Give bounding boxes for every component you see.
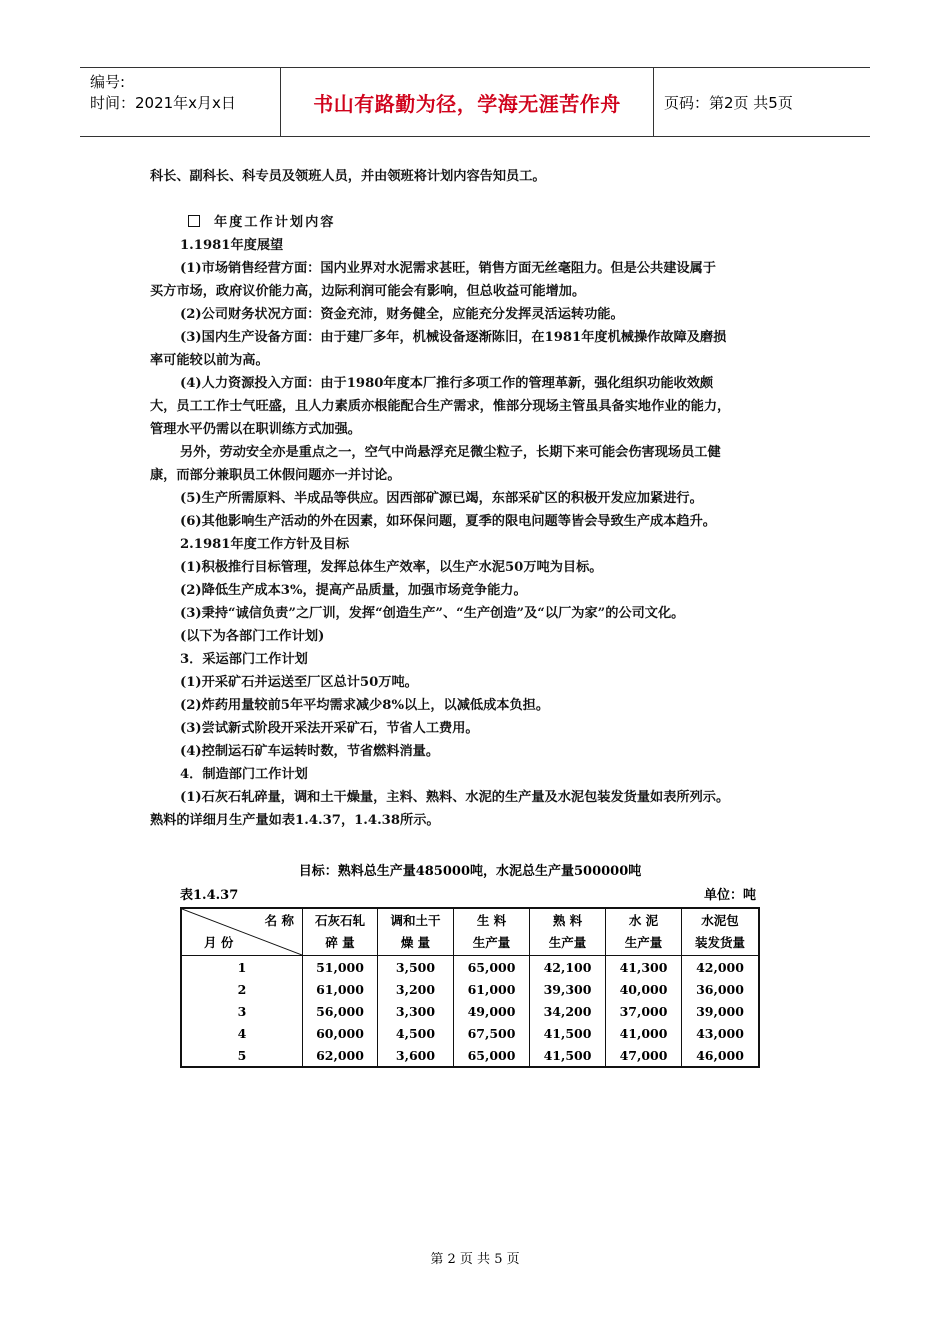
production-table [180,907,760,1068]
table-cell: 46,000 [682,1044,760,1067]
paragraph-line: 熟料的详细月生产量如表1.4.37，1.4.38所示。 [150,813,440,828]
table-cell: 51,000 [303,956,378,979]
document-time: 时间：2021年x月x日 [90,94,236,112]
document-number: 编号: [90,73,126,91]
table-cell: 3,600 [378,1044,454,1067]
table-meta [180,884,756,903]
paragraph-line: (6)其他影响生产活动的外在因素，如环保问题，夏季的限电问题等皆会导致生产成本趋升。 [180,514,716,529]
paragraph-line: (2)炸药用量较前5年平均需求减少8%以上，以减低成本负担。 [180,698,550,713]
table-cell: 4 [237,1025,247,1041]
table-cell: 61,000 [303,978,378,1000]
header-page-number: 页码：第2页 共5页 [664,93,793,112]
table-cell: 3,200 [378,978,454,1000]
column-header: 调和土干 燥 量 [378,908,454,956]
table-cell: 39,000 [682,1000,760,1022]
column-header: 生 料 生产量 [454,908,530,956]
table-cell: 40,000 [606,978,682,1000]
paragraph-line: (1)开采矿石并运送至厂区总计50万吨。 [180,675,418,690]
subsection-heading: 3．采运部门工作计划 [180,652,308,667]
table-header-row [181,908,759,956]
table-cell: 1 [237,959,247,975]
paragraph-line: (以下为各部门工作计划) [180,629,325,644]
paragraph-line: 管理水平仍需以在职训练方式加强。 [150,422,361,437]
corner-label-name: 名 称 [264,913,294,928]
table-cell: 65,000 [454,956,530,979]
table-unit: 单位：吨 [703,888,756,903]
table-cell: 41,000 [606,1022,682,1044]
paragraph-line: 另外，劳动安全亦是重点之一，空气中尚悬浮充足微尘粒子，长期下来可能会伤害现场员工健 [180,445,721,460]
table-cell: 3 [237,1003,247,1019]
table-row [181,1044,759,1067]
table-cell: 2 [237,981,247,997]
column-header: 石灰石轧 碎 量 [303,908,378,956]
paragraph-line: 率可能较以前为高。 [150,353,269,368]
paragraph-line: 大，员工工作士气旺盛，且人力素质亦根能配合生产需求，惟部分现场主管虽具备实地作业的能力， [150,399,731,414]
table-cell: 43,000 [682,1022,760,1044]
header-meta [80,68,281,136]
subsection-heading: 2.1981年度工作方针及目标 [180,537,350,552]
subsection-heading: 1.1981年度展望 [180,238,284,253]
table-row [181,1000,759,1022]
table-cell: 41,300 [606,956,682,979]
table-number: 表1.4.37 [180,888,239,903]
column-header: 水 泥 生产量 [606,908,682,956]
table-cell: 39,300 [530,978,606,1000]
table-cell: 41,500 [530,1022,606,1044]
table-corner-cell [181,908,303,956]
paragraph-line: 买方市场，政府议价能力高，边际利润可能会有影响，但总收益可能增加。 [150,284,586,299]
table-cell: 42,000 [682,956,760,979]
table-cell: 3,500 [378,956,454,979]
paragraph-line: (3)国内生产设备方面：由于建厂多年，机械设备逐渐陈旧，在1981年度机械操作故障及磨损 [180,330,727,345]
table-cell: 62,000 [303,1044,378,1067]
column-header: 熟 料 生产量 [530,908,606,956]
table-row [181,956,759,979]
paragraph-line: (2)公司财务状况方面：资金充沛，财务健全，应能充分发挥灵活运转功能。 [180,307,624,322]
checkbox-icon [188,215,200,227]
paragraph-line: (4)控制运石矿车运转时数，节省燃料消量。 [180,744,440,759]
paragraph-line: (3)秉持“诚信负责”之厂训，发挥“创造生产”、“生产创造”及“以厂为家”的公司文化。 [180,606,685,621]
paragraph-line: (1)市场销售经营方面：国内业界对水泥需求甚旺，销售方面无丝毫阻力。但是公共建设属于 [180,261,716,276]
table-cell: 3,300 [378,1000,454,1022]
document-body [150,167,790,847]
corner-label-month: 月 份 [204,935,234,950]
page-footer: 第 2 页 共 5 页 [430,1252,520,1267]
table-cell: 49,000 [454,1000,530,1022]
table-cell: 65,000 [454,1044,530,1067]
paragraph-line: 科长、副科长、科专员及领班人员，并由领班将计划内容告知员工。 [150,169,546,184]
paragraph-line: (4)人力资源投入方面：由于1980年度本厂推行多项工作的管理革新，强化组织功能收效颇 [180,376,714,391]
column-header: 水泥包 装发货量 [682,908,760,956]
section-heading: 年度工作计划内容 [188,213,336,233]
table-cell: 41,500 [530,1044,606,1067]
table-cell: 34,200 [530,1000,606,1022]
page-header [80,67,870,137]
table-cell: 36,000 [682,978,760,1000]
table-row [181,1022,759,1044]
table-cell: 47,000 [606,1044,682,1067]
paragraph-line: (1)石灰石轧碎量，调和土干燥量，主料、熟料、水泥的生产量及水泥包装发货量如表所列示。 [180,790,730,805]
paragraph-line: (3)尝试新式阶段开采法开采矿石，节省人工费用。 [180,721,479,736]
subsection-heading: 4．制造部门工作计划 [180,767,308,782]
paragraph-line: (2)降低生产成本3%，提高产品质量，加强市场竞争能力。 [180,583,527,598]
header-motto: 书山有路勤为径，学海无涯苦作舟 [281,68,654,136]
table-cell: 61,000 [454,978,530,1000]
table-cell: 5 [237,1047,247,1063]
table-row [181,978,759,1000]
table-cell: 60,000 [303,1022,378,1044]
table-cell: 4,500 [378,1022,454,1044]
table-cell: 56,000 [303,1000,378,1022]
table-cell: 67,500 [454,1022,530,1044]
table-cell: 37,000 [606,1000,682,1022]
paragraph-line: (1)积极推行目标管理，发挥总体生产效率，以生产水泥50万吨为目标。 [180,560,603,575]
paragraph-line: 康，而部分兼职员工休假问题亦一并讨论。 [150,468,401,483]
paragraph-line: (5)生产所需原料、半成品等供应。因西部矿源已竭，东部采矿区的积极开发应加紧进行。 [180,491,703,506]
table-cell: 42,100 [530,956,606,979]
table-title: 目标：熟料总生产量485000吨，水泥总生产量500000吨 [298,864,642,879]
